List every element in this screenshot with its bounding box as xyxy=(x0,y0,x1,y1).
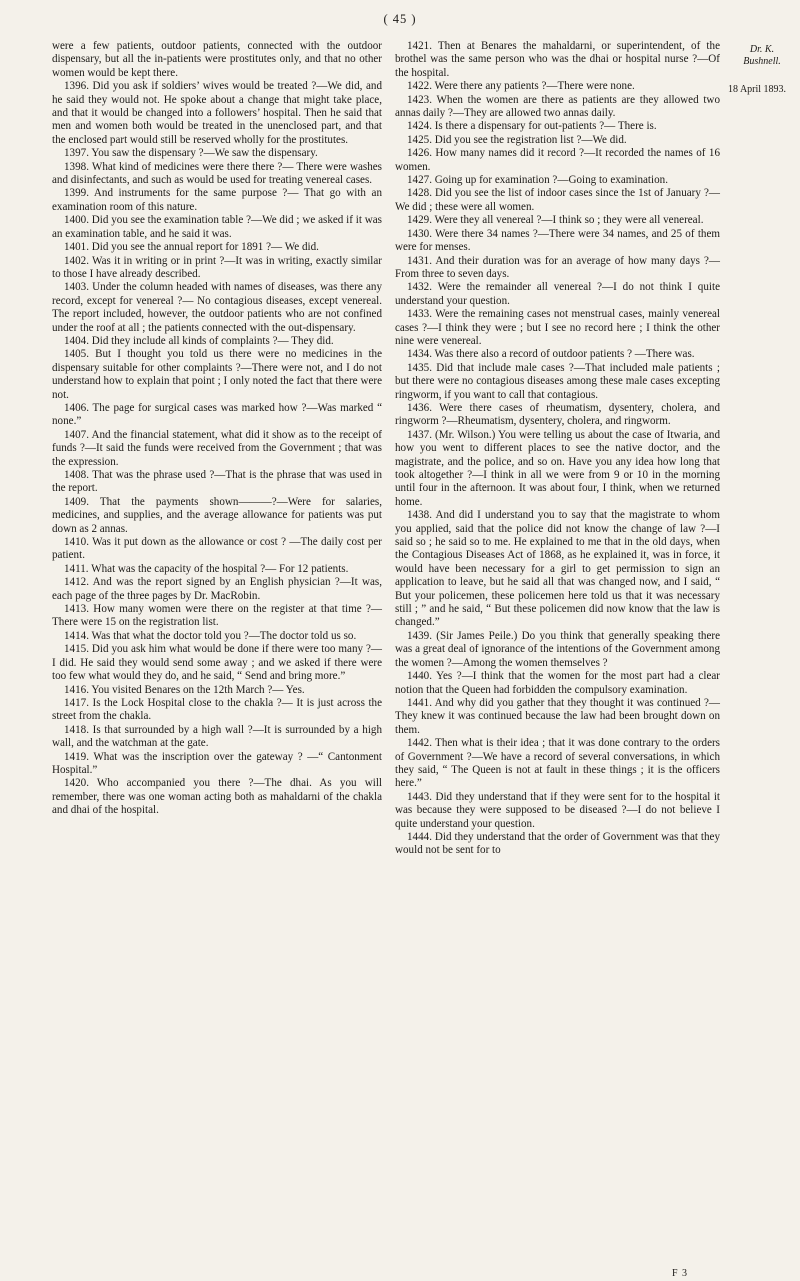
paragraph: 1437. (Mr. Wilson.) You were telling us about the case of Itwaria, and how you went to different places to see the native doctor, and the magistrate, and the police, and so on. Have you any idea how long that took altogether ?—I think in all we were from 9 or 10 in the morning until four in the afternoon. It was about four, I think, when we returned home. xyxy=(395,428,720,508)
paragraph: 1421. Then at Benares the mahaldarni, or superintendent, of the brothel was the same person who was the dhai or hospital nurse ?—Of the hospital. xyxy=(395,40,720,79)
paragraph: 1396. Did you ask if soldiers’ wives would be treated ?—We did, and he said they would not. He spoke about a change that might take place, and that it would be changed into a followers’ hospital. Then he said that men and women both would be treated in the unenclosed part, and that the enclosed part would still be reserved wholly for the prostitutes. xyxy=(52,80,382,146)
paragraph: 1414. Was that what the doctor told you ?—The doctor told us so. xyxy=(64,629,357,642)
paragraph: 1428. Did you see the list of indoor cases since the 1st of January ?—We did ; these were all women. xyxy=(395,187,720,213)
paragraph: 1422. Were there any patients ?—There were none. xyxy=(407,80,635,93)
paragraph: 1438. And did I understand you to say that the magistrate to whom you applied, said that the police did not know the change of law ?—I said so ; he said so to me. He explained to me that in the old days, when the Contagious Diseases Act of 1868, as he explained it, was in force, it would have been necessary for a girl to get permission to sign an application to leave, but he said all that was changed now, and I said, “ But your policemen, these policemen here told us that it was necessary still ; ” and he said, “ But these policemen did now know that the law is changed.” xyxy=(395,509,720,629)
paragraph: 1433. Were the remaining cases not menstrual cases, mainly venereal cases ?—I think they were ; but I see no record here ; I think the other nine were venereal. xyxy=(395,308,720,347)
paragraph: 1408. That was the phrase used ?—That is the phrase that was used in the report. xyxy=(52,469,382,495)
paragraph: 1436. Were there cases of rheumatism, dysentery, cholera, and ringworm ?—Rheumatism, dysentery, cholera, and ringworm. xyxy=(395,401,720,428)
paragraph: 1442. Then what is their idea ; that it was done contrary to the orders of Government ?—We have a record of several conversations, in which they said, “ The Queen is not at fault in these things ; it is the officers here.” xyxy=(395,737,720,790)
paragraph: 1412. And was the report signed by an English physician ?—It was, each page of the three pages by Dr. MacRobin. xyxy=(52,576,382,602)
left-column xyxy=(52,40,382,818)
paragraph: 1415. Did you ask him what would be done if there were too many ?—I did. He said they would send some away ; and we asked if there were too few what would they do, and he said, “ Send and bring more.” xyxy=(52,643,382,683)
paragraph: 1434. Was there also a record of outdoor patients ? —There was. xyxy=(407,348,695,361)
paragraph: 1441. And why did you gather that they thought it was continued ?—They knew it was continued because the law had been brought down on them. xyxy=(395,696,720,736)
paragraph: 1409. That the payments shown———?—Were for salaries, medicines, and supplies, and the average allowance for patients was put down as 2 annas. xyxy=(52,495,382,535)
paragraph: 1432. Were the remainder all venereal ?—I do not think I quite understand your question. xyxy=(395,281,720,307)
paragraph: 1423. When the women are there as patients are they allowed two annas daily ?—They are allowed two annas daily. xyxy=(395,93,720,120)
paragraph: 1405. But I thought you told us there were no medicines in the dispensary suitable for other complaints ?—There were not, and I do not understand how to explain that point ; I only noted the fact that there were not. xyxy=(52,348,382,401)
paragraph: 1427. Going up for examination ?—Going to examination. xyxy=(407,174,668,187)
page-number: ( 45 ) xyxy=(383,12,417,26)
paragraph: 1411. What was the capacity of the hospital ?— For 12 patients. xyxy=(64,562,349,575)
paragraph: 1426. How many names did it record ?—It recorded the names of 16 women. xyxy=(395,147,720,173)
paragraph: 1406. The page for surgical cases was marked how ?—Was marked “ none.” xyxy=(52,401,382,428)
paragraph: 1435. Did that include male cases ?—That included male patients ; but there were no contagious diseases among these male cases excepting ringworm, if you want to call that contagious. xyxy=(395,361,720,401)
paragraph: 1403. Under the column headed with names of diseases, was there any record, except for venereal ?— No contagious diseases, except venereal. The report included, however, the outdoor patients who are not confined under the roof at all ; the patients connected with the out-dispensary. xyxy=(52,281,382,334)
paragraph: 1419. What was the inscription over the gateway ? —“ Cantonment Hospital.” xyxy=(52,750,382,776)
paragraph: 1424. Is there a dispensary for out-patients ?— There is. xyxy=(407,120,657,133)
margin-name-line2: Bushnell. xyxy=(743,56,781,67)
paragraph: 1407. And the financial statement, what did it show as to the receipt of funds ?—It said the funds were received from the Government ; that was the expression. xyxy=(52,428,382,468)
paragraph: 1418. Is that surrounded by a high wall ?—It is surrounded by a high wall, and the watchman at the gate. xyxy=(52,723,382,750)
paragraph: 1398. What kind of medicines were there there ?— There were washes and disinfectants, and such as would be used for treating venereal cases. xyxy=(52,160,382,187)
margin-date: 18 April 1893. xyxy=(728,84,787,95)
paragraph: 1397. You saw the dispensary ?—We saw the dispensary. xyxy=(64,147,318,160)
paragraph: 1429. Were they all venereal ?—I think so ; they were all venereal. xyxy=(407,214,704,227)
paragraph: 1416. You visited Benares on the 12th March ?— Yes. xyxy=(64,683,305,696)
paragraph: 1401. Did you see the annual report for 1891 ?— We did. xyxy=(64,241,319,254)
paragraph: 1439. (Sir James Peile.) Do you think that generally speaking there was a great deal of ignorance of the intentions of the Government among the women ?—Among the women themselves ? xyxy=(395,629,720,669)
paragraph: 1430. Were there 34 names ?—There were 34 names, and 25 of them were for menses. xyxy=(395,227,720,254)
signature-mark: F 3 xyxy=(672,1268,689,1279)
paragraph: 1402. Was it in writing or in print ?—It was in writing, exactly similar to those I have already described. xyxy=(52,254,382,280)
margin-witness-name xyxy=(730,44,794,68)
paragraph: were a few patients, outdoor patients, connected with the outdoor dispensary, but all the in-patients were prostitutes only, and that no other women would be kept there. xyxy=(52,40,382,79)
right-column xyxy=(395,40,720,858)
paragraph: 1440. Yes ?—I think that the women for the most part had a clear notion that the Queen had forbidden the compulsory examination. xyxy=(395,670,720,696)
paragraph: 1404. Did they include all kinds of complaints ?— They did. xyxy=(64,334,334,347)
paragraph: 1400. Did you see the examination table ?—We did ; we asked if it was an examination table, and he said it was. xyxy=(52,214,382,240)
paragraph: 1399. And instruments for the same purpose ?— That go with an examination room of this nature. xyxy=(52,187,382,213)
paragraph: 1410. Was it put down as the allowance or cost ? —The daily cost per patient. xyxy=(52,536,382,562)
margin-name-line1: Dr. K. xyxy=(749,44,775,55)
paragraph: 1444. Did they understand that the order of Government was that they would not be sent for to xyxy=(395,830,720,857)
paragraph: 1420. Who accompanied you there ?—The dhai. As you will remember, there was one woman acting both as mahaldarni of the chakla and dhai of the hospital. xyxy=(52,777,382,817)
paragraph: 1443. Did they understand that if they were sent for to the hospital it was because they were supposed to be diseased ?—I do not believe I quite understand your question. xyxy=(395,790,720,830)
paragraph: 1425. Did you see the registration list ?—We did. xyxy=(407,133,627,146)
paragraph: 1417. Is the Lock Hospital close to the chakla ?— It is just across the street from the chakla. xyxy=(52,696,382,723)
paragraph: 1431. And their duration was for an average of how many days ?—From three to seven days. xyxy=(395,254,720,280)
paragraph: 1413. How many women were there on the register at that time ?—There were 15 on the registration list. xyxy=(52,603,382,629)
